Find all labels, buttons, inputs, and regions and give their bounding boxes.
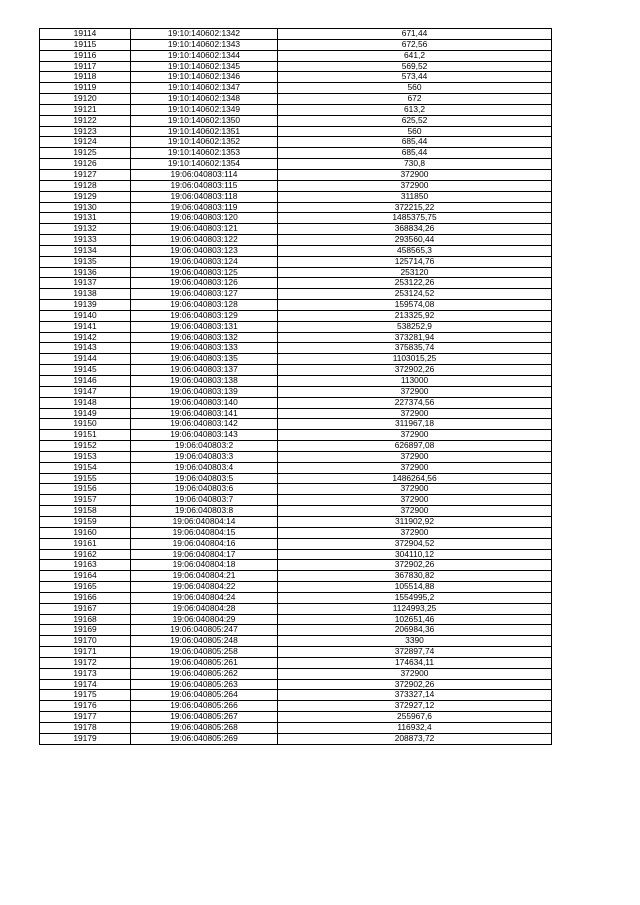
row-number-cell: 19126: [40, 159, 131, 170]
row-number-cell: 19158: [40, 506, 131, 517]
value-cell: 372900: [278, 386, 552, 397]
value-cell: 672,56: [278, 39, 552, 50]
row-number-cell: 19174: [40, 679, 131, 690]
cadastral-number-cell: 19:06:040803:123: [131, 245, 278, 256]
row-number-cell: 19167: [40, 603, 131, 614]
value-cell: 1485375,75: [278, 213, 552, 224]
row-number-cell: 19140: [40, 310, 131, 321]
cadastral-number-cell: 19:06:040803:121: [131, 224, 278, 235]
cadastral-number-cell: 19:06:040804:16: [131, 538, 278, 549]
table-row: [40, 126, 552, 137]
value-cell: 372897,74: [278, 647, 552, 658]
cadastral-number-cell: 19:06:040804:29: [131, 614, 278, 625]
table-row: [40, 397, 552, 408]
row-number-cell: 19154: [40, 462, 131, 473]
row-number-cell: 19116: [40, 50, 131, 61]
table-row: [40, 690, 552, 701]
value-cell: 560: [278, 83, 552, 94]
value-cell: 685,44: [278, 137, 552, 148]
table-row: [40, 625, 552, 636]
cadastral-number-cell: 19:06:040803:133: [131, 343, 278, 354]
value-cell: 372900: [278, 506, 552, 517]
cadastral-number-cell: 19:06:040803:142: [131, 419, 278, 430]
row-number-cell: 19162: [40, 549, 131, 560]
row-number-cell: 19149: [40, 408, 131, 419]
cadastral-number-cell: 19:06:040804:15: [131, 527, 278, 538]
table-row: [40, 516, 552, 527]
cadastral-number-cell: 19:06:040803:125: [131, 267, 278, 278]
value-cell: 372900: [278, 430, 552, 441]
table-row: [40, 267, 552, 278]
cadastral-number-cell: 19:10:140602:1354: [131, 159, 278, 170]
table-row: [40, 169, 552, 180]
cadastral-number-cell: 19:10:140602:1346: [131, 72, 278, 83]
table-row: [40, 538, 552, 549]
table-row: [40, 332, 552, 343]
value-cell: 159574,08: [278, 300, 552, 311]
row-number-cell: 19141: [40, 321, 131, 332]
cadastral-number-cell: 19:06:040805:262: [131, 668, 278, 679]
value-cell: 1486264,56: [278, 473, 552, 484]
row-number-cell: 19169: [40, 625, 131, 636]
row-number-cell: 19164: [40, 571, 131, 582]
table-row: [40, 723, 552, 734]
cadastral-number-cell: 19:06:040803:120: [131, 213, 278, 224]
cadastral-number-cell: 19:06:040803:140: [131, 397, 278, 408]
table-row: [40, 462, 552, 473]
value-cell: 372900: [278, 668, 552, 679]
row-number-cell: 19161: [40, 538, 131, 549]
cadastral-number-cell: 19:06:040805:258: [131, 647, 278, 658]
cadastral-number-cell: 19:06:040803:3: [131, 451, 278, 462]
table-row: [40, 636, 552, 647]
cadastral-number-cell: 19:06:040805:269: [131, 733, 278, 744]
table-row: [40, 213, 552, 224]
cadastral-number-cell: 19:06:040805:248: [131, 636, 278, 647]
value-cell: 573,44: [278, 72, 552, 83]
cadastral-number-cell: 19:06:040803:7: [131, 495, 278, 506]
table-row: [40, 603, 552, 614]
table-row: [40, 549, 552, 560]
cadastral-number-cell: 19:06:040803:126: [131, 278, 278, 289]
cadastral-number-cell: 19:06:040803:2: [131, 441, 278, 452]
value-cell: 102651,46: [278, 614, 552, 625]
table-row: [40, 386, 552, 397]
table-row: [40, 354, 552, 365]
cadastral-number-cell: 19:10:140602:1351: [131, 126, 278, 137]
row-number-cell: 19156: [40, 484, 131, 495]
cadastral-number-cell: 19:06:040803:124: [131, 256, 278, 267]
table-row: [40, 245, 552, 256]
table-row: [40, 137, 552, 148]
cadastral-number-cell: 19:06:040803:139: [131, 386, 278, 397]
cadastral-number-cell: 19:06:040803:6: [131, 484, 278, 495]
row-number-cell: 19120: [40, 94, 131, 105]
row-number-cell: 19117: [40, 61, 131, 72]
table-row: [40, 72, 552, 83]
value-cell: 367830,82: [278, 571, 552, 582]
table-row: [40, 419, 552, 430]
row-number-cell: 19163: [40, 560, 131, 571]
row-number-cell: 19175: [40, 690, 131, 701]
value-cell: 372900: [278, 169, 552, 180]
table-row: [40, 647, 552, 658]
table-row: [40, 310, 552, 321]
cadastral-number-cell: 19:10:140602:1342: [131, 29, 278, 40]
cadastral-number-cell: 19:06:040803:118: [131, 191, 278, 202]
table-row: [40, 495, 552, 506]
row-number-cell: 19123: [40, 126, 131, 137]
cadastral-number-cell: 19:10:140602:1344: [131, 50, 278, 61]
row-number-cell: 19165: [40, 582, 131, 593]
value-cell: 372900: [278, 451, 552, 462]
row-number-cell: 19131: [40, 213, 131, 224]
row-number-cell: 19159: [40, 516, 131, 527]
value-cell: 1124993,25: [278, 603, 552, 614]
value-cell: 206984,36: [278, 625, 552, 636]
table-row: [40, 365, 552, 376]
row-number-cell: 19122: [40, 115, 131, 126]
cadastral-number-cell: 19:06:040803:8: [131, 506, 278, 517]
value-cell: 125714,76: [278, 256, 552, 267]
value-cell: 372902,26: [278, 365, 552, 376]
value-cell: 3390: [278, 636, 552, 647]
cadastral-number-cell: 19:06:040803:5: [131, 473, 278, 484]
row-number-cell: 19146: [40, 376, 131, 387]
table-row: [40, 484, 552, 495]
row-number-cell: 19170: [40, 636, 131, 647]
value-cell: 227374,56: [278, 397, 552, 408]
row-number-cell: 19129: [40, 191, 131, 202]
table-row: [40, 180, 552, 191]
table-row: [40, 159, 552, 170]
cadastral-number-cell: 19:06:040805:267: [131, 712, 278, 723]
row-number-cell: 19115: [40, 39, 131, 50]
value-cell: 625,52: [278, 115, 552, 126]
value-cell: 372900: [278, 495, 552, 506]
cadastral-number-cell: 19:10:140602:1347: [131, 83, 278, 94]
value-cell: 538252,9: [278, 321, 552, 332]
value-cell: 372900: [278, 180, 552, 191]
row-number-cell: 19152: [40, 441, 131, 452]
value-cell: 255967,6: [278, 712, 552, 723]
cadastral-number-cell: 19:06:040804:14: [131, 516, 278, 527]
value-cell: 213325,92: [278, 310, 552, 321]
table-row: [40, 39, 552, 50]
value-cell: 253120: [278, 267, 552, 278]
table-row: [40, 614, 552, 625]
cadastral-number-cell: 19:06:040804:22: [131, 582, 278, 593]
table-row: [40, 104, 552, 115]
value-cell: 368834,26: [278, 224, 552, 235]
cadastral-number-cell: 19:06:040804:18: [131, 560, 278, 571]
table-row: [40, 408, 552, 419]
table-row: [40, 441, 552, 452]
table-row: [40, 582, 552, 593]
table-row: [40, 148, 552, 159]
row-number-cell: 19125: [40, 148, 131, 159]
row-number-cell: 19138: [40, 289, 131, 300]
value-cell: 672: [278, 94, 552, 105]
table-row: [40, 527, 552, 538]
row-number-cell: 19151: [40, 430, 131, 441]
cadastral-number-cell: 19:06:040804:21: [131, 571, 278, 582]
table-row: [40, 657, 552, 668]
row-number-cell: 19150: [40, 419, 131, 430]
value-cell: 626897,08: [278, 441, 552, 452]
value-cell: 113000: [278, 376, 552, 387]
cadastral-number-cell: 19:06:040805:266: [131, 701, 278, 712]
cadastral-number-cell: 19:06:040805:263: [131, 679, 278, 690]
row-number-cell: 19173: [40, 668, 131, 679]
table-row: [40, 321, 552, 332]
row-number-cell: 19133: [40, 235, 131, 246]
cadastral-number-cell: 19:06:040803:122: [131, 235, 278, 246]
row-number-cell: 19134: [40, 245, 131, 256]
row-number-cell: 19143: [40, 343, 131, 354]
table-row: [40, 376, 552, 387]
table-row: [40, 473, 552, 484]
table-row: [40, 256, 552, 267]
cadastral-number-cell: 19:06:040804:17: [131, 549, 278, 560]
table-row: [40, 679, 552, 690]
value-cell: 375835,74: [278, 343, 552, 354]
row-number-cell: 19157: [40, 495, 131, 506]
cadastral-number-cell: 19:06:040803:143: [131, 430, 278, 441]
table-row: [40, 451, 552, 462]
table-row: [40, 712, 552, 723]
cadastral-number-cell: 19:06:040803:137: [131, 365, 278, 376]
cadastral-number-cell: 19:06:040803:119: [131, 202, 278, 213]
cadastral-number-cell: 19:10:140602:1353: [131, 148, 278, 159]
value-cell: 372900: [278, 527, 552, 538]
row-number-cell: 19137: [40, 278, 131, 289]
table-row: [40, 61, 552, 72]
value-cell: 372900: [278, 484, 552, 495]
cadastral-number-cell: 19:06:040803:135: [131, 354, 278, 365]
value-cell: 685,44: [278, 148, 552, 159]
cadastral-number-cell: 19:06:040803:131: [131, 321, 278, 332]
value-cell: 372902,26: [278, 679, 552, 690]
value-cell: 372900: [278, 408, 552, 419]
value-cell: 105514,88: [278, 582, 552, 593]
row-number-cell: 19135: [40, 256, 131, 267]
value-cell: 730,8: [278, 159, 552, 170]
value-cell: 671,44: [278, 29, 552, 40]
row-number-cell: 19124: [40, 137, 131, 148]
row-number-cell: 19178: [40, 723, 131, 734]
row-number-cell: 19114: [40, 29, 131, 40]
cadastral-number-cell: 19:10:140602:1352: [131, 137, 278, 148]
row-number-cell: 19132: [40, 224, 131, 235]
cadastral-number-cell: 19:06:040805:268: [131, 723, 278, 734]
value-cell: 304110,12: [278, 549, 552, 560]
value-cell: 253124,52: [278, 289, 552, 300]
table-row: [40, 94, 552, 105]
row-number-cell: 19136: [40, 267, 131, 278]
value-cell: 1554995,2: [278, 592, 552, 603]
table-row: [40, 29, 552, 40]
value-cell: 253122,26: [278, 278, 552, 289]
table-row: [40, 235, 552, 246]
table-body: [40, 29, 552, 745]
value-cell: 311850: [278, 191, 552, 202]
cadastral-number-cell: 19:06:040803:141: [131, 408, 278, 419]
table-row: [40, 50, 552, 61]
row-number-cell: 19144: [40, 354, 131, 365]
value-cell: 560: [278, 126, 552, 137]
row-number-cell: 19177: [40, 712, 131, 723]
table-row: [40, 115, 552, 126]
row-number-cell: 19171: [40, 647, 131, 658]
cadastral-number-cell: 19:06:040805:261: [131, 657, 278, 668]
cadastral-number-cell: 19:06:040803:127: [131, 289, 278, 300]
table-row: [40, 592, 552, 603]
value-cell: 311967,18: [278, 419, 552, 430]
table-row: [40, 506, 552, 517]
table-row: [40, 571, 552, 582]
row-number-cell: 19179: [40, 733, 131, 744]
cadastral-number-cell: 19:10:140602:1345: [131, 61, 278, 72]
value-cell: 569,52: [278, 61, 552, 72]
row-number-cell: 19145: [40, 365, 131, 376]
row-number-cell: 19172: [40, 657, 131, 668]
row-number-cell: 19121: [40, 104, 131, 115]
row-number-cell: 19153: [40, 451, 131, 462]
row-number-cell: 19127: [40, 169, 131, 180]
row-number-cell: 19142: [40, 332, 131, 343]
table-row: [40, 83, 552, 94]
cadastral-number-cell: 19:06:040805:247: [131, 625, 278, 636]
cadastral-number-cell: 19:10:140602:1350: [131, 115, 278, 126]
row-number-cell: 19139: [40, 300, 131, 311]
row-number-cell: 19176: [40, 701, 131, 712]
value-cell: 373327,14: [278, 690, 552, 701]
value-cell: 116932,4: [278, 723, 552, 734]
value-cell: 372902,26: [278, 560, 552, 571]
table-row: [40, 701, 552, 712]
value-cell: 613,2: [278, 104, 552, 115]
value-cell: 174634,11: [278, 657, 552, 668]
table-row: [40, 430, 552, 441]
cadastral-number-cell: 19:06:040805:264: [131, 690, 278, 701]
cadastral-number-cell: 19:10:140602:1343: [131, 39, 278, 50]
cadastral-number-cell: 19:10:140602:1349: [131, 104, 278, 115]
value-cell: 641,2: [278, 50, 552, 61]
value-cell: 372927,12: [278, 701, 552, 712]
cadastral-number-cell: 19:06:040804:28: [131, 603, 278, 614]
value-cell: 293560,44: [278, 235, 552, 246]
cadastral-number-cell: 19:06:040803:115: [131, 180, 278, 191]
cadastral-number-cell: 19:06:040803:138: [131, 376, 278, 387]
table-row: [40, 289, 552, 300]
value-cell: 458565,3: [278, 245, 552, 256]
row-number-cell: 19147: [40, 386, 131, 397]
value-cell: 373281,94: [278, 332, 552, 343]
value-cell: 208873,72: [278, 733, 552, 744]
row-number-cell: 19130: [40, 202, 131, 213]
data-table: [39, 28, 552, 745]
row-number-cell: 19119: [40, 83, 131, 94]
table-row: [40, 343, 552, 354]
row-number-cell: 19155: [40, 473, 131, 484]
cadastral-number-cell: 19:10:140602:1348: [131, 94, 278, 105]
table-row: [40, 191, 552, 202]
table-row: [40, 668, 552, 679]
table-row: [40, 300, 552, 311]
table-row: [40, 202, 552, 213]
row-number-cell: 19118: [40, 72, 131, 83]
cadastral-number-cell: 19:06:040803:4: [131, 462, 278, 473]
table-row: [40, 560, 552, 571]
cadastral-number-cell: 19:06:040804:24: [131, 592, 278, 603]
row-number-cell: 19166: [40, 592, 131, 603]
row-number-cell: 19128: [40, 180, 131, 191]
cadastral-number-cell: 19:06:040803:114: [131, 169, 278, 180]
table-row: [40, 224, 552, 235]
cadastral-number-cell: 19:06:040803:132: [131, 332, 278, 343]
cadastral-number-cell: 19:06:040803:129: [131, 310, 278, 321]
value-cell: 311902,92: [278, 516, 552, 527]
value-cell: 372215,22: [278, 202, 552, 213]
row-number-cell: 19160: [40, 527, 131, 538]
table-row: [40, 278, 552, 289]
table-row: [40, 733, 552, 744]
row-number-cell: 19168: [40, 614, 131, 625]
value-cell: 1103015,25: [278, 354, 552, 365]
row-number-cell: 19148: [40, 397, 131, 408]
cadastral-number-cell: 19:06:040803:128: [131, 300, 278, 311]
value-cell: 372904,52: [278, 538, 552, 549]
value-cell: 372900: [278, 462, 552, 473]
